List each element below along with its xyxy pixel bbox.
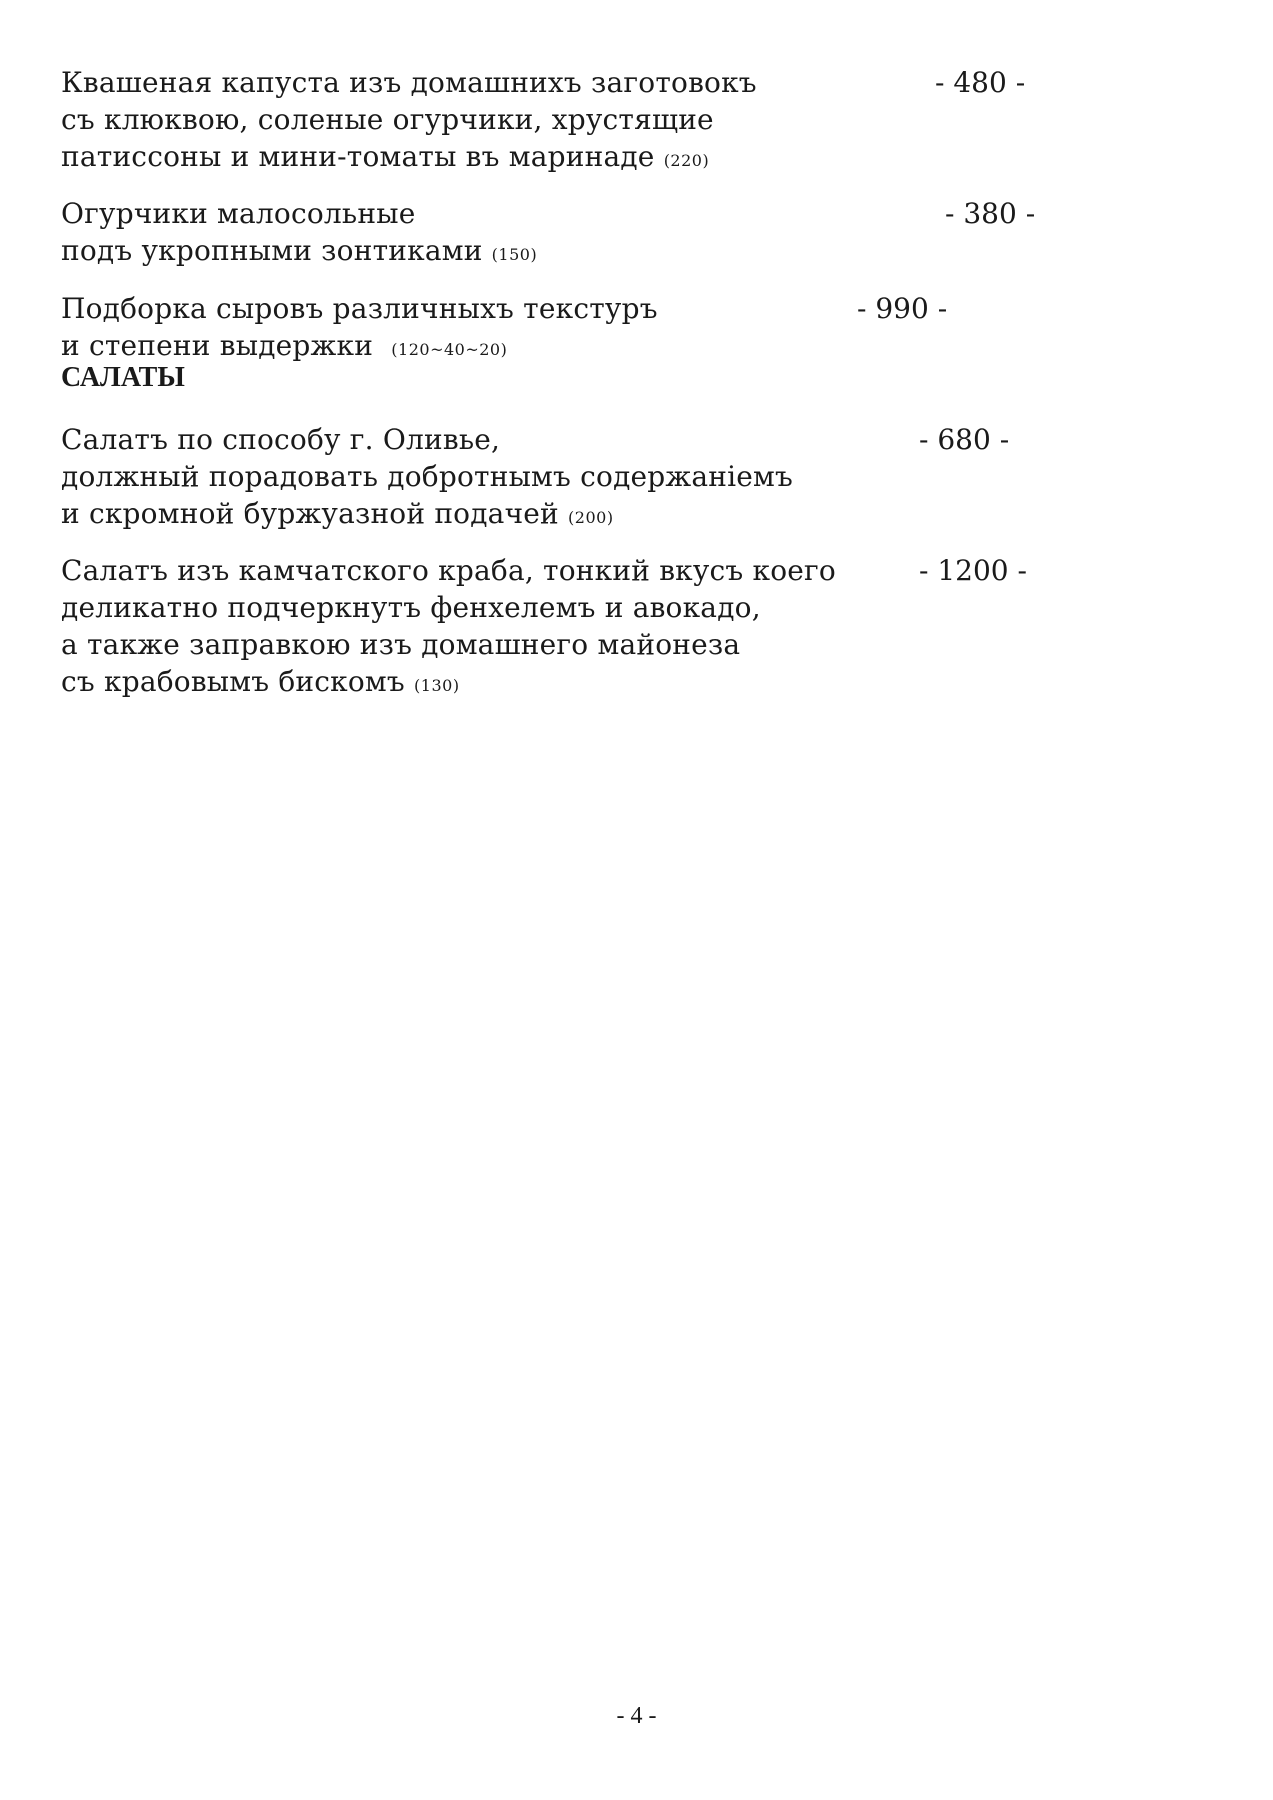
item-description-line: Огурчики малосольные (61, 197, 416, 230)
item-description-line: Квашеная капуста изъ домашнихъ заготовокъ (61, 66, 757, 99)
menu-item-olivier-salad (61, 421, 1061, 536)
page-number: - 4 - (616, 1703, 657, 1729)
item-description-line (61, 327, 1061, 368)
item-description-line: а также заправкою изъ домашнего майонеза (61, 628, 741, 661)
item-description-line: деликатно подчеркнутъ фенхелемъ и авокадо, (61, 591, 761, 624)
item-price: - 380 - (945, 197, 1036, 230)
menu-item-pickles (61, 195, 1061, 273)
item-weight: (130) (414, 676, 460, 695)
item-description-line (61, 232, 1061, 273)
item-description-line (61, 138, 1061, 179)
item-price: - 990 - (857, 292, 948, 325)
item-description-text: и степени выдержки (61, 329, 374, 362)
item-description-text: патиссоны и мини-томаты въ маринаде (61, 140, 655, 173)
item-description-line: съ клюквою, соленые огурчики, хрустящие (61, 103, 714, 136)
item-description-line: должный порадовать добротнымъ содержаніемъ (61, 460, 794, 493)
item-weight: (220) (663, 151, 710, 170)
item-description-line (61, 663, 1061, 704)
item-description-line (61, 495, 1061, 536)
item-description-line: Салатъ изъ камчатского краба, тонкий вкусъ коего (61, 554, 836, 587)
item-price: - 680 - (919, 423, 1010, 456)
menu-item-cheese-selection (61, 290, 1061, 368)
item-price: - 1200 - (919, 554, 1027, 587)
item-description-text: и скромной буржуазной подачей (61, 497, 559, 530)
menu-item-sauerkraut (61, 64, 1061, 179)
item-description-text: подъ укропными зонтиками (61, 234, 483, 267)
item-weight: (150) (491, 245, 538, 264)
item-description-line: Подборка сыровъ различныхъ текстуръ (61, 292, 658, 325)
item-description-line: Салатъ по способу г. Оливье, (61, 423, 501, 456)
item-description-text: съ крабовымъ бискомъ (61, 665, 405, 698)
menu-item-crab-salad (61, 552, 1061, 704)
item-weight: (120~40~20) (391, 340, 508, 359)
item-weight: (200) (568, 508, 614, 527)
section-heading-salads: САЛАТЫ (61, 362, 185, 393)
item-price: - 480 - (935, 66, 1026, 99)
